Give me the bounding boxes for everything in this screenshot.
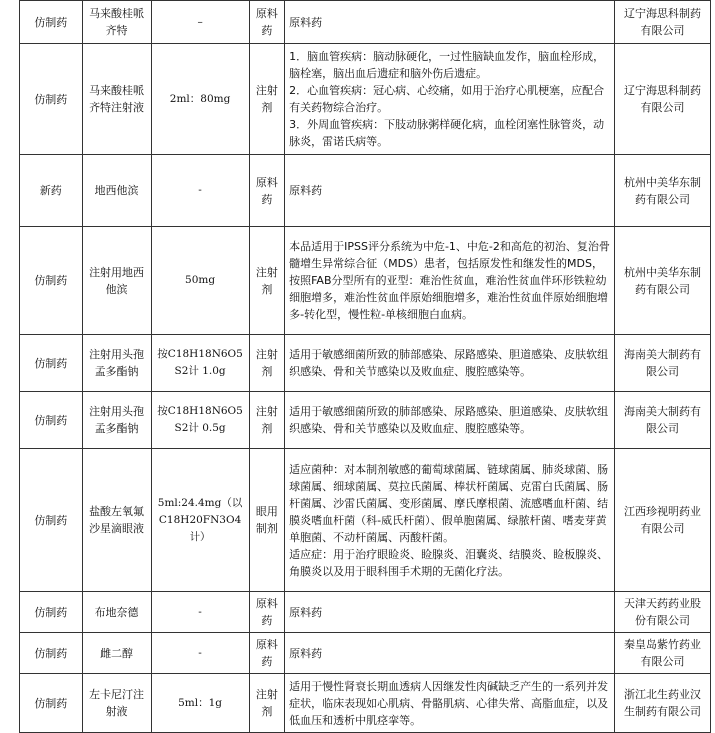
table-row bbox=[20, 392, 711, 449]
indication-cell bbox=[285, 227, 615, 335]
company-cell: 江西珍视明药业有限公司 bbox=[614, 449, 710, 592]
company-cell: 浙江北生药业汉生制药有限公司 bbox=[614, 674, 710, 733]
spec-cell: - bbox=[151, 633, 249, 674]
company-cell: 天津天药药业股份有限公司 bbox=[614, 592, 710, 633]
drug-type-cell: 仿制药 bbox=[20, 1, 83, 44]
indication-paragraph: 原料药 bbox=[289, 605, 323, 619]
drug-type-cell: 仿制药 bbox=[20, 227, 83, 335]
table-row bbox=[20, 592, 711, 633]
indication-paragraph: 2．心血管疾病：冠心病、心绞痛，如用于治疗心肌梗塞，应配合有关药物综合治疗。 bbox=[289, 84, 605, 114]
dosage-form-cell: 注射剂 bbox=[249, 335, 284, 392]
indication-paragraph: 适应菌种：对本制剂敏感的葡萄球菌属、链球菌属、肺炎球菌、肠球菌属、细球菌属、莫拉氏菌属、棒状杆菌属、克雷白氏菌属、肠杆菌属、沙雷氏菌属、变形菌属、摩氏摩根菌、流感嗜血杆菌、结膜炎嗜血杆菌（科-威氏杆菌）、假单胞菌属、绿脓杆菌、嗜麦芽黄单胞菌、不动杆菌属、丙酸杆菌。 bbox=[289, 462, 609, 544]
company-cell: 杭州中美华东制药有限公司 bbox=[614, 227, 710, 335]
dosage-form-cell: 注射剂 bbox=[249, 227, 284, 335]
indication-paragraph: 适用于慢性肾衰长期血透病人因继发性肉碱缺乏产生的一系列并发症状，临床表现如心肌病、骨骼肌病、心律失常、高脂血症，以及低血压和透析中肌痉挛等。 bbox=[289, 679, 609, 727]
drug-type-cell: 仿制药 bbox=[20, 449, 83, 592]
company-cell: 辽宁海思科制药有限公司 bbox=[614, 1, 710, 44]
dosage-form-cell: 注射剂 bbox=[249, 674, 284, 733]
dosage-form-cell: 眼用制剂 bbox=[249, 449, 284, 592]
drug-name-cell: 注射用头孢孟多酯钠 bbox=[82, 335, 151, 392]
table-row bbox=[20, 674, 711, 733]
indication-cell bbox=[285, 1, 615, 44]
indication-paragraph: 1．脑血管疾病：脑动脉硬化，一过性脑缺血发作，脑血栓形成，脑栓塞，脑出血后遗症和脑外伤后遗症。 bbox=[289, 50, 605, 80]
indication-cell bbox=[285, 155, 615, 227]
drug-name-cell: 马来酸桂哌齐特注射液 bbox=[82, 44, 151, 155]
indication-paragraph: 本品适用于IPSS评分系统为中危-1、中危-2和高危的初治、复治骨髓增生异常综合征（MDS）患者，包括原发性和继发性的MDS，按照FAB分型所有的亚型：难治性贫血，难治性贫血伴环形铁粒幼细胞增多，难治性贫血伴原始细胞增多，难治性贫血伴原始细胞增多-转化型，慢性粒-单核细胞白血病。 bbox=[289, 240, 610, 321]
drug-type-cell: 仿制药 bbox=[20, 392, 83, 449]
drug-type-cell: 仿制药 bbox=[20, 674, 83, 733]
table-body bbox=[20, 1, 711, 733]
indication-cell bbox=[285, 44, 615, 155]
indication-paragraph: 适用于敏感细菌所致的肺部感染、尿路感染、胆道感染、皮肤软组织感染、骨和关节感染以及败血症、腹腔感染等。 bbox=[289, 405, 609, 435]
spec-cell: 2ml：80mg bbox=[151, 44, 249, 155]
company-cell: 辽宁海思科制药有限公司 bbox=[614, 44, 710, 155]
indication-paragraph: 原料药 bbox=[289, 184, 323, 197]
indication-paragraph: 适应症：用于治疗眼睑炎、睑腺炎、泪囊炎、结膜炎、睑板腺炎、角膜炎以及用于眼科围手术期的无菌化疗法。 bbox=[289, 547, 609, 578]
drug-approval-table bbox=[19, 0, 711, 733]
company-cell: 海南美大制药有限公司 bbox=[614, 392, 710, 449]
drug-type-cell: 仿制药 bbox=[20, 592, 83, 633]
indication-cell bbox=[285, 633, 615, 674]
indication-cell bbox=[285, 449, 615, 592]
drug-type-cell: 新药 bbox=[20, 155, 83, 227]
dosage-form-cell: 原料药 bbox=[249, 592, 284, 633]
drug-name-cell: 地西他滨 bbox=[82, 155, 151, 227]
indication-paragraph: 3．外周血管疾病：下肢动脉粥样硬化病，血栓闭塞性脉管炎，动脉炎，雷诺氏病等。 bbox=[289, 118, 605, 148]
spec-cell: 50mg bbox=[151, 227, 249, 335]
dosage-form-cell: 注射剂 bbox=[249, 392, 284, 449]
indication-cell bbox=[285, 674, 615, 733]
indication-cell bbox=[285, 335, 615, 392]
dosage-form-cell: 注射剂 bbox=[249, 44, 284, 155]
drug-name-cell: 盐酸左氧氟沙星滴眼液 bbox=[82, 449, 151, 592]
spec-cell: - bbox=[151, 155, 249, 227]
company-cell: 海南美大制药有限公司 bbox=[614, 335, 710, 392]
dosage-form-cell: 原料药 bbox=[249, 633, 284, 674]
company-cell: 杭州中美华东制药有限公司 bbox=[614, 155, 710, 227]
dosage-form-cell: 原料药 bbox=[249, 1, 284, 44]
drug-type-cell: 仿制药 bbox=[20, 44, 83, 155]
table-row bbox=[20, 44, 711, 155]
drug-table-container bbox=[19, 0, 711, 733]
indication-paragraph: 原料药 bbox=[289, 646, 323, 660]
table-row bbox=[20, 449, 711, 592]
table-row bbox=[20, 155, 711, 227]
drug-type-cell: 仿制药 bbox=[20, 335, 83, 392]
drug-name-cell: 布地奈德 bbox=[82, 592, 151, 633]
table-row bbox=[20, 335, 711, 392]
spec-cell: 按C18H18N6O5S2计 0.5g bbox=[151, 392, 249, 449]
indication-paragraph: 适用于敏感细菌所致的肺部感染、尿路感染、胆道感染、皮肤软组织感染、骨和关节感染以及败血症、腹腔感染等。 bbox=[289, 348, 609, 378]
spec-cell: - bbox=[151, 592, 249, 633]
table-row bbox=[20, 633, 711, 674]
indication-cell bbox=[285, 592, 615, 633]
spec-cell: 5ml:24.4mg（以C18H20FN3O4计） bbox=[151, 449, 249, 592]
company-cell: 秦皇岛紫竹药业有限公司 bbox=[614, 633, 710, 674]
table-row bbox=[20, 1, 711, 44]
spec-cell: 5ml：1g bbox=[151, 674, 249, 733]
indication-paragraph: 原料药 bbox=[289, 15, 323, 29]
spec-cell: – bbox=[151, 1, 249, 44]
dosage-form-cell: 原料药 bbox=[249, 155, 284, 227]
drug-name-cell: 注射用地西他滨 bbox=[82, 227, 151, 335]
drug-name-cell: 左卡尼汀注射液 bbox=[82, 674, 151, 733]
drug-type-cell: 仿制药 bbox=[20, 633, 83, 674]
spec-cell: 按C18H18N6O5S2计 1.0g bbox=[151, 335, 249, 392]
drug-name-cell: 雌二醇 bbox=[82, 633, 151, 674]
table-row bbox=[20, 227, 711, 335]
indication-cell bbox=[285, 392, 615, 449]
drug-name-cell: 注射用头孢孟多酯钠 bbox=[82, 392, 151, 449]
drug-name-cell: 马来酸桂哌齐特 bbox=[82, 1, 151, 44]
